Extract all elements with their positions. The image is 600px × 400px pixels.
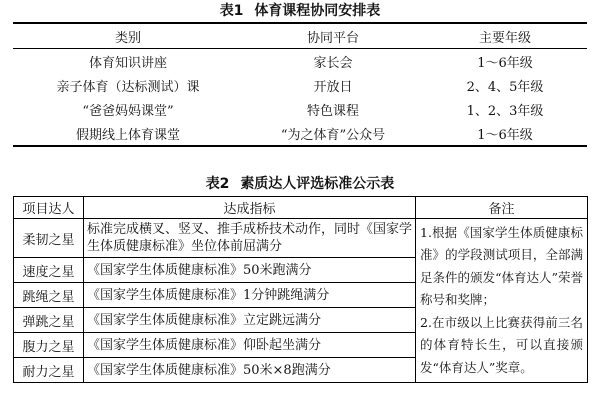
- table-cell: “爸爸妈妈课堂”: [82, 103, 174, 119]
- table1-number: 表1: [219, 3, 244, 19]
- table-cell: 亲子体育（达标测试）课: [56, 79, 200, 95]
- table-cell: 体育知识讲座: [88, 55, 167, 71]
- column-header: 类别: [114, 30, 141, 46]
- talent-criteria: 《国家学生体质健康标准》立定跳远满分: [84, 308, 416, 333]
- talent-name: 柔韧之星: [14, 219, 84, 258]
- talent-criteria: 《国家学生体质健康标准》50米×8跑满分: [84, 358, 416, 383]
- column-header: 协同平台: [306, 30, 359, 46]
- table-cell: “为之体育”公众号: [280, 127, 386, 143]
- talent-criteria: 《国家学生体质健康标准》仰卧起坐满分: [84, 333, 416, 358]
- table-row: [13, 121, 587, 146]
- table-row: [13, 49, 587, 74]
- table-cell: 1～6年级: [477, 127, 533, 143]
- table-cell: 1、2、3年级: [466, 103, 544, 119]
- talent-criteria: 《国家学生体质健康标准》50米跑满分: [84, 258, 416, 283]
- table-cell: 2、4、5年级: [466, 79, 544, 95]
- column-header: 达成指标: [84, 197, 416, 219]
- table2-number: 表2: [205, 176, 230, 192]
- table-cell: 特色课程: [306, 103, 359, 119]
- table-cell: 开放日: [313, 79, 353, 95]
- table1-caption: [0, 3, 600, 19]
- remark-item: 1.根据《国家学生体质健康标准》的学段测试项目，全部满足条件的颁发“体育达人”荣誉称号和奖牌；: [420, 224, 583, 308]
- talent-name: 耐力之星: [14, 358, 84, 383]
- table1-title: 体育课程协同安排表: [254, 3, 381, 19]
- table-row: [14, 219, 588, 258]
- table-cell: 家长会: [313, 55, 353, 71]
- column-header: 备注: [416, 197, 588, 219]
- column-header: 项目达人: [14, 197, 84, 219]
- table-cell: 1～6年级: [477, 55, 533, 71]
- table-header-row: [13, 23, 587, 49]
- table2-caption: [0, 176, 600, 192]
- table2-title: 素质达人评选标准公示表: [240, 176, 395, 192]
- table-row: [13, 73, 587, 97]
- talent-name: 腹力之星: [14, 333, 84, 358]
- talent-name: 跳绳之星: [14, 283, 84, 308]
- table-row: [13, 97, 587, 121]
- course-coordination-table: [13, 22, 587, 147]
- column-header: 主要年级: [478, 30, 531, 46]
- talent-name: 速度之星: [14, 258, 84, 283]
- remarks-cell: [416, 219, 588, 383]
- talent-criteria: 《国家学生体质健康标准》1分钟跳绳满分: [84, 283, 416, 308]
- talent-criteria-table: [13, 196, 588, 383]
- remark-item: 2.在市级以上比赛获得前三名的体育特长生，可以直接颁发“体育达人”奖章。: [420, 314, 583, 375]
- table-header-row: [14, 197, 588, 219]
- talent-name: 弹跳之星: [14, 308, 84, 333]
- table-cell: 假期线上体育课堂: [75, 127, 180, 143]
- talent-criteria: 标准完成横叉、竖叉、推手成桥技术动作，同时《国家学生体质健康标准》坐位体前屈满分: [84, 219, 416, 258]
